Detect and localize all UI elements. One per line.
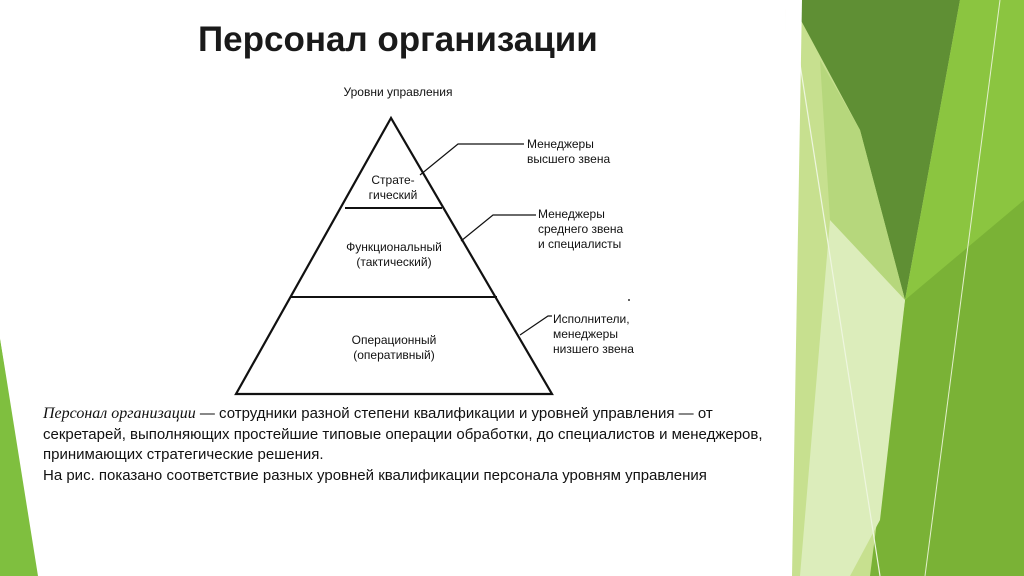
level-operational-line2: (оперативный)	[353, 348, 435, 362]
callout-top-line1: Менеджеры	[527, 137, 594, 151]
callout-bottom-line2: менеджеры	[553, 327, 618, 341]
callout-middle-line2: среднего звена	[538, 222, 624, 236]
level-functional-line1: Функциональный	[346, 240, 442, 254]
level-strategic-line2: гический	[368, 188, 418, 202]
callout-bottom-line1: Исполнители,	[553, 312, 630, 326]
callout-leader-bottom	[520, 316, 552, 335]
stray-dot	[628, 299, 630, 301]
callout-middle-line1: Менеджеры	[538, 207, 605, 221]
definition-term: Персонал организации	[43, 405, 196, 422]
level-strategic-line1: Страте-	[371, 173, 415, 187]
callout-middle-line3: и специалисты	[538, 237, 622, 251]
callout-leader-middle	[461, 215, 536, 241]
callout-bottom-line3: низшего звена	[553, 342, 634, 356]
level-functional-line2: (тактический)	[356, 255, 432, 269]
definition-paragraph	[43, 404, 788, 486]
level-operational-line1: Операционный	[351, 333, 437, 347]
callout-leader-top	[420, 144, 524, 175]
slide-title: Персонал организации	[198, 20, 598, 59]
callout-top-line2: высшего звена	[527, 152, 611, 166]
diagram-header: Уровни управления	[343, 85, 453, 99]
figure-note: На рис. показано соответствие разных уровней квалификации персонала уровням управления	[43, 466, 707, 484]
definition-text: — сотрудники разной степени квалификации и уровней управления — от секретарей, выполняющих простейшие типовые операции обработки, до специалистов и менеджеров, принимающих стратегические решения.	[43, 405, 763, 463]
